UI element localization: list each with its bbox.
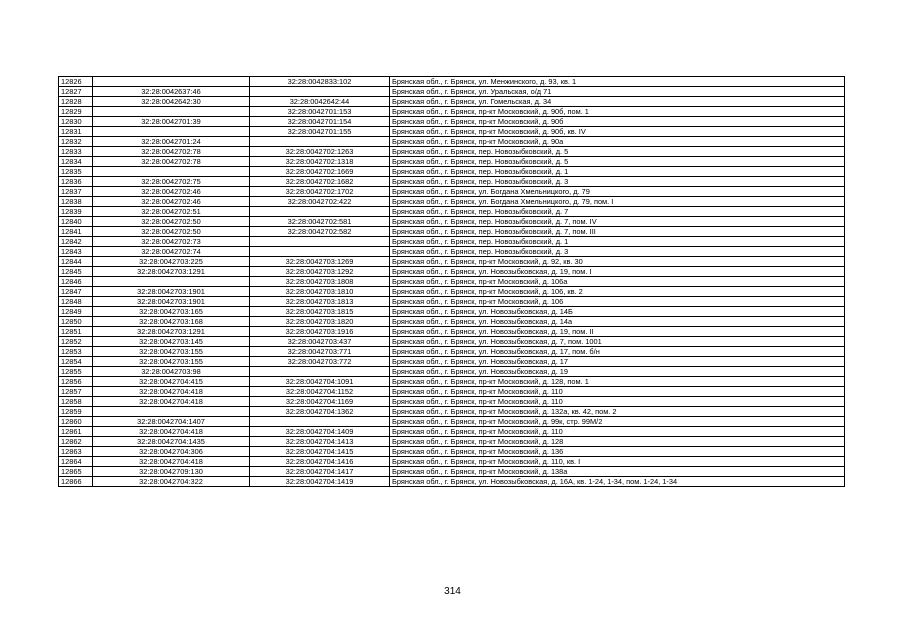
row-number-cell: 12858 — [59, 397, 93, 407]
land-cadastral-number-cell: 32:28:0042702:74 — [93, 247, 250, 257]
table-row — [59, 437, 845, 447]
row-number-cell: 12861 — [59, 427, 93, 437]
land-cadastral-number-cell: 32:28:0042704:418 — [93, 457, 250, 467]
object-cadastral-number-cell: 32:28:0042704:1419 — [250, 477, 390, 487]
address-cell: Брянская обл., г. Брянск, пер. Новозыбковский, д. 3 — [390, 177, 845, 187]
address-cell: Брянская обл., г. Брянск, пер. Новозыбковский, д. 5 — [390, 147, 845, 157]
row-number-cell: 12854 — [59, 357, 93, 367]
land-cadastral-number-cell: 32:28:0042703:1291 — [93, 327, 250, 337]
object-cadastral-number-cell: 32:28:0042642:44 — [250, 97, 390, 107]
address-cell: Брянская обл., г. Брянск, пер. Новозыбковский, д. 1 — [390, 237, 845, 247]
address-cell: Брянская обл., г. Брянск, пр-кт Московский, д. 128, пом. 1 — [390, 377, 845, 387]
object-cadastral-number-cell: 32:28:0042702:1318 — [250, 157, 390, 167]
table-row — [59, 467, 845, 477]
address-cell: Брянская обл., г. Брянск, пр-кт Московский, д. 90б, кв. IV — [390, 127, 845, 137]
registry-table-body — [59, 77, 845, 487]
object-cadastral-number-cell: 32:28:0042703:1808 — [250, 277, 390, 287]
address-cell: Брянская обл., г. Брянск, ул. Новозыбковская, д. 16А, кв. 1-24, 1-34, пом. 1-24, 1-34 — [390, 477, 845, 487]
land-cadastral-number-cell — [93, 127, 250, 137]
object-cadastral-number-cell: 32:28:0042704:1091 — [250, 377, 390, 387]
address-cell: Брянская обл., г. Брянск, пр-кт Московский, д. 136 — [390, 447, 845, 457]
table-row — [59, 127, 845, 137]
land-cadastral-number-cell: 32:28:0042702:50 — [93, 217, 250, 227]
address-cell: Брянская обл., г. Брянск, ул. Новозыбковская, д. 17 — [390, 357, 845, 367]
land-cadastral-number-cell — [93, 77, 250, 87]
land-cadastral-number-cell — [93, 277, 250, 287]
land-cadastral-number-cell: 32:28:0042704:418 — [93, 387, 250, 397]
object-cadastral-number-cell: 32:28:0042701:154 — [250, 117, 390, 127]
object-cadastral-number-cell: 32:28:0042703:771 — [250, 347, 390, 357]
table-row — [59, 257, 845, 267]
table-row — [59, 287, 845, 297]
address-cell: Брянская обл., г. Брянск, ул. Богдана Хмельницкого, д. 79, пом. I — [390, 197, 845, 207]
table-row — [59, 337, 845, 347]
object-cadastral-number-cell: 32:28:0042703:437 — [250, 337, 390, 347]
table-row — [59, 137, 845, 147]
land-cadastral-number-cell: 32:28:0042703:225 — [93, 257, 250, 267]
object-cadastral-number-cell: 32:28:0042702:1682 — [250, 177, 390, 187]
row-number-cell: 12835 — [59, 167, 93, 177]
table-row — [59, 387, 845, 397]
table-row — [59, 297, 845, 307]
land-cadastral-number-cell: 32:28:0042702:73 — [93, 237, 250, 247]
address-cell: Брянская обл., г. Брянск, пер. Новозыбковский, д. 7 — [390, 207, 845, 217]
row-number-cell: 12829 — [59, 107, 93, 117]
object-cadastral-number-cell: 32:28:0042704:1152 — [250, 387, 390, 397]
table-row — [59, 417, 845, 427]
table-row — [59, 247, 845, 257]
land-cadastral-number-cell: 32:28:0042704:306 — [93, 447, 250, 457]
address-cell: Брянская обл., г. Брянск, пер. Новозыбковский, д. 7, пом. III — [390, 227, 845, 237]
object-cadastral-number-cell: 32:28:0042833:102 — [250, 77, 390, 87]
address-cell: Брянская обл., г. Брянск, пр-кт Московский, д. 110 — [390, 397, 845, 407]
table-row — [59, 357, 845, 367]
table-row — [59, 157, 845, 167]
address-cell: Брянская обл., г. Брянск, пр-кт Московский, д. 106, кв. 2 — [390, 287, 845, 297]
address-cell: Брянская обл., г. Брянск, ул. Богдана Хмельницкого, д. 79 — [390, 187, 845, 197]
object-cadastral-number-cell: 32:28:0042702:1669 — [250, 167, 390, 177]
object-cadastral-number-cell: 32:28:0042702:1702 — [250, 187, 390, 197]
table-row — [59, 407, 845, 417]
land-cadastral-number-cell: 32:28:0042703:155 — [93, 347, 250, 357]
table-row — [59, 197, 845, 207]
land-cadastral-number-cell: 32:28:0042703:1291 — [93, 267, 250, 277]
address-cell: Брянская обл., г. Брянск, пр-кт Московский, д. 110 — [390, 387, 845, 397]
table-row — [59, 397, 845, 407]
row-number-cell: 12859 — [59, 407, 93, 417]
address-cell: Брянская обл., г. Брянск, ул. Новозыбковская, д. 14а — [390, 317, 845, 327]
land-cadastral-number-cell: 32:28:0042642:30 — [93, 97, 250, 107]
object-cadastral-number-cell: 32:28:0042702:422 — [250, 197, 390, 207]
land-cadastral-number-cell: 32:28:0042709:130 — [93, 467, 250, 477]
table-row — [59, 317, 845, 327]
row-number-cell: 12866 — [59, 477, 93, 487]
address-cell: Брянская обл., г. Брянск, ул. Новозыбковская, д. 14Б — [390, 307, 845, 317]
row-number-cell: 12847 — [59, 287, 93, 297]
address-cell: Брянская обл., г. Брянск, пр-кт Московский, д. 106а — [390, 277, 845, 287]
object-cadastral-number-cell: 32:28:0042703:1815 — [250, 307, 390, 317]
row-number-cell: 12831 — [59, 127, 93, 137]
table-row — [59, 237, 845, 247]
row-number-cell: 12849 — [59, 307, 93, 317]
land-cadastral-number-cell: 32:28:0042703:155 — [93, 357, 250, 367]
land-cadastral-number-cell — [93, 407, 250, 417]
address-cell: Брянская обл., г. Брянск, пр-кт Московский, д. 106 — [390, 297, 845, 307]
land-cadastral-number-cell: 32:28:0042704:322 — [93, 477, 250, 487]
table-row — [59, 377, 845, 387]
land-cadastral-number-cell: 32:28:0042702:75 — [93, 177, 250, 187]
address-cell: Брянская обл., г. Брянск, пр-кт Московский, д. 90б — [390, 117, 845, 127]
object-cadastral-number-cell: 32:28:0042704:1169 — [250, 397, 390, 407]
object-cadastral-number-cell — [250, 417, 390, 427]
row-number-cell: 12855 — [59, 367, 93, 377]
object-cadastral-number-cell: 32:28:0042703:1820 — [250, 317, 390, 327]
land-cadastral-number-cell — [93, 107, 250, 117]
object-cadastral-number-cell: 32:28:0042704:1417 — [250, 467, 390, 477]
land-cadastral-number-cell: 32:28:0042704:1407 — [93, 417, 250, 427]
land-cadastral-number-cell: 32:28:0042704:418 — [93, 427, 250, 437]
table-row — [59, 307, 845, 317]
object-cadastral-number-cell: 32:28:0042702:582 — [250, 227, 390, 237]
address-cell: Брянская обл., г. Брянск, пр-кт Московский, д. 90б, пом. 1 — [390, 107, 845, 117]
land-cadastral-number-cell — [93, 167, 250, 177]
object-cadastral-number-cell — [250, 237, 390, 247]
address-cell: Брянская обл., г. Брянск, ул. Новозыбковская, д. 17, пом. б/н — [390, 347, 845, 357]
table-row — [59, 277, 845, 287]
address-cell: Брянская обл., г. Брянск, ул. Уральская, о/д 71 — [390, 87, 845, 97]
address-cell: Брянская обл., г. Брянск, пр-кт Московский, д. 99к, стр. 99М/2 — [390, 417, 845, 427]
table-row — [59, 457, 845, 467]
address-cell: Брянская обл., г. Брянск, ул. Новозыбковская, д. 7, пом. 1001 — [390, 337, 845, 347]
table-row — [59, 87, 845, 97]
row-number-cell: 12843 — [59, 247, 93, 257]
land-cadastral-number-cell: 32:28:0042703:1901 — [93, 297, 250, 307]
address-cell: Брянская обл., г. Брянск, ул. Гомельская, д. 34 — [390, 97, 845, 107]
row-number-cell: 12828 — [59, 97, 93, 107]
land-cadastral-number-cell: 32:28:0042702:46 — [93, 197, 250, 207]
row-number-cell: 12853 — [59, 347, 93, 357]
address-cell: Брянская обл., г. Брянск, пер. Новозыбковский, д. 7, пом. IV — [390, 217, 845, 227]
row-number-cell: 12860 — [59, 417, 93, 427]
table-row — [59, 97, 845, 107]
table-row — [59, 267, 845, 277]
land-cadastral-number-cell: 32:28:0042703:1901 — [93, 287, 250, 297]
land-cadastral-number-cell: 32:28:0042701:39 — [93, 117, 250, 127]
land-cadastral-number-cell: 32:28:0042704:1435 — [93, 437, 250, 447]
table-row — [59, 147, 845, 157]
object-cadastral-number-cell — [250, 207, 390, 217]
row-number-cell: 12834 — [59, 157, 93, 167]
object-cadastral-number-cell: 32:28:0042703:1810 — [250, 287, 390, 297]
row-number-cell: 12864 — [59, 457, 93, 467]
object-cadastral-number-cell: 32:28:0042703:1292 — [250, 267, 390, 277]
address-cell: Брянская обл., г. Брянск, ул. Новозыбковская, д. 19, пом. I — [390, 267, 845, 277]
land-cadastral-number-cell: 32:28:0042702:78 — [93, 147, 250, 157]
row-number-cell: 12833 — [59, 147, 93, 157]
object-cadastral-number-cell: 32:28:0042704:1362 — [250, 407, 390, 417]
object-cadastral-number-cell: 32:28:0042703:1916 — [250, 327, 390, 337]
object-cadastral-number-cell: 32:28:0042704:1409 — [250, 427, 390, 437]
row-number-cell: 12840 — [59, 217, 93, 227]
object-cadastral-number-cell: 32:28:0042704:1415 — [250, 447, 390, 457]
row-number-cell: 12839 — [59, 207, 93, 217]
address-cell: Брянская обл., г. Брянск, пр-кт Московский, д. 132а, кв. 42, пом. 2 — [390, 407, 845, 417]
row-number-cell: 12836 — [59, 177, 93, 187]
table-row — [59, 477, 845, 487]
row-number-cell: 12844 — [59, 257, 93, 267]
address-cell: Брянская обл., г. Брянск, пер. Новозыбковский, д. 1 — [390, 167, 845, 177]
object-cadastral-number-cell — [250, 367, 390, 377]
object-cadastral-number-cell: 32:28:0042702:1263 — [250, 147, 390, 157]
address-cell: Брянская обл., г. Брянск, пр-кт Московский, д. 110, кв. I — [390, 457, 845, 467]
object-cadastral-number-cell: 32:28:0042701:153 — [250, 107, 390, 117]
table-row — [59, 167, 845, 177]
row-number-cell: 12862 — [59, 437, 93, 447]
row-number-cell: 12827 — [59, 87, 93, 97]
table-row — [59, 347, 845, 357]
address-cell: Брянская обл., г. Брянск, пр-кт Московский, д. 128 — [390, 437, 845, 447]
object-cadastral-number-cell: 32:28:0042702:581 — [250, 217, 390, 227]
row-number-cell: 12841 — [59, 227, 93, 237]
row-number-cell: 12837 — [59, 187, 93, 197]
table-row — [59, 107, 845, 117]
row-number-cell: 12832 — [59, 137, 93, 147]
table-row — [59, 327, 845, 337]
address-cell: Брянская обл., г. Брянск, пр-кт Московский, д. 138а — [390, 467, 845, 477]
land-cadastral-number-cell: 32:28:0042703:168 — [93, 317, 250, 327]
row-number-cell: 12842 — [59, 237, 93, 247]
address-cell: Брянская обл., г. Брянск, ул. Менжинского, д. 93, кв. 1 — [390, 77, 845, 87]
table-row — [59, 227, 845, 237]
row-number-cell: 12863 — [59, 447, 93, 457]
row-number-cell: 12850 — [59, 317, 93, 327]
address-cell: Брянская обл., г. Брянск, пр-кт Московский, д. 90а — [390, 137, 845, 147]
object-cadastral-number-cell: 32:28:0042701:155 — [250, 127, 390, 137]
object-cadastral-number-cell: 32:28:0042704:1413 — [250, 437, 390, 447]
object-cadastral-number-cell: 32:28:0042703:1813 — [250, 297, 390, 307]
address-cell: Брянская обл., г. Брянск, пр-кт Московский, д. 110 — [390, 427, 845, 437]
land-cadastral-number-cell: 32:28:0042704:415 — [93, 377, 250, 387]
table-row — [59, 177, 845, 187]
page-number: 314 — [444, 586, 461, 597]
land-cadastral-number-cell: 32:28:0042701:24 — [93, 137, 250, 147]
address-cell: Брянская обл., г. Брянск, пр-кт Московский, д. 92, кв. 30 — [390, 257, 845, 267]
row-number-cell: 12846 — [59, 277, 93, 287]
table-row — [59, 367, 845, 377]
object-cadastral-number-cell: 32:28:0042703:772 — [250, 357, 390, 367]
table-row — [59, 207, 845, 217]
land-cadastral-number-cell: 32:28:0042704:418 — [93, 397, 250, 407]
land-cadastral-number-cell: 32:28:0042702:50 — [93, 227, 250, 237]
table-row — [59, 217, 845, 227]
table-row — [59, 77, 845, 87]
address-cell: Брянская обл., г. Брянск, пер. Новозыбковский, д. 5 — [390, 157, 845, 167]
row-number-cell: 12851 — [59, 327, 93, 337]
row-number-cell: 12848 — [59, 297, 93, 307]
address-cell: Брянская обл., г. Брянск, ул. Новозыбковская, д. 19, пом. II — [390, 327, 845, 337]
row-number-cell: 12857 — [59, 387, 93, 397]
row-number-cell: 12826 — [59, 77, 93, 87]
table-row — [59, 187, 845, 197]
land-cadastral-number-cell: 32:28:0042703:98 — [93, 367, 250, 377]
row-number-cell: 12865 — [59, 467, 93, 477]
table-row — [59, 447, 845, 457]
land-cadastral-number-cell: 32:28:0042637:46 — [93, 87, 250, 97]
object-cadastral-number-cell: 32:28:0042703:1269 — [250, 257, 390, 267]
object-cadastral-number-cell — [250, 247, 390, 257]
registry-table — [58, 76, 845, 487]
table-row — [59, 427, 845, 437]
object-cadastral-number-cell — [250, 87, 390, 97]
row-number-cell: 12838 — [59, 197, 93, 207]
row-number-cell: 12852 — [59, 337, 93, 347]
address-cell: Брянская обл., г. Брянск, ул. Новозыбковская, д. 19 — [390, 367, 845, 377]
land-cadastral-number-cell: 32:28:0042702:78 — [93, 157, 250, 167]
land-cadastral-number-cell: 32:28:0042703:145 — [93, 337, 250, 347]
object-cadastral-number-cell — [250, 137, 390, 147]
land-cadastral-number-cell: 32:28:0042702:46 — [93, 187, 250, 197]
land-cadastral-number-cell: 32:28:0042703:165 — [93, 307, 250, 317]
land-cadastral-number-cell: 32:28:0042702:51 — [93, 207, 250, 217]
table-row — [59, 117, 845, 127]
row-number-cell: 12830 — [59, 117, 93, 127]
row-number-cell: 12856 — [59, 377, 93, 387]
object-cadastral-number-cell: 32:28:0042704:1416 — [250, 457, 390, 467]
address-cell: Брянская обл., г. Брянск, пер. Новозыбковский, д. 3 — [390, 247, 845, 257]
row-number-cell: 12845 — [59, 267, 93, 277]
